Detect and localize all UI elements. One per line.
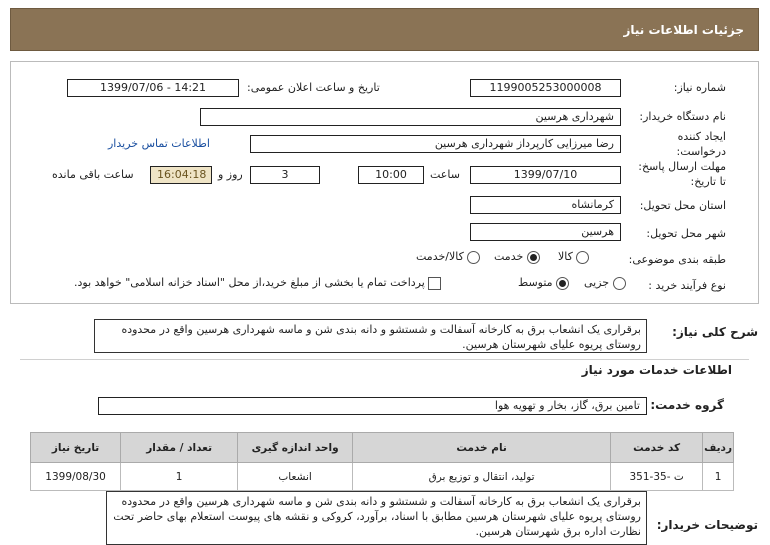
need-number-field: 1199005253000008 xyxy=(470,79,621,97)
buyer-org-field: شهرداری هرسین xyxy=(200,108,621,126)
creator-label: ایجاد کننده درخواست: xyxy=(676,130,726,158)
buyer-org-label: نام دستگاه خریدار: xyxy=(639,110,726,123)
announce-label: تاریخ و ساعت اعلان عمومی: xyxy=(247,81,380,94)
category-option-service[interactable] xyxy=(494,250,540,264)
cell-unit: انشعاب xyxy=(238,463,353,491)
treasury-option[interactable] xyxy=(74,276,441,290)
buyer-notes-label: توضیحات خریدار: xyxy=(656,518,758,532)
deadline-label: مهلت ارسال پاسخ: تا تاریخ: xyxy=(638,160,726,188)
category-option-both[interactable] xyxy=(416,250,480,264)
summary-text: برقراری یک انشعاب برق به کارخانه آسفالت و شستشو و دانه بندی شن و ماسه شهرداری هرسین واقع در محدوده روستای پریوه علیای شهرستان هرسین. xyxy=(94,319,647,353)
col-unit: واحد اندازه گیری xyxy=(238,433,353,463)
days-field: 3 xyxy=(250,166,320,184)
category-option-goods[interactable] xyxy=(558,250,589,264)
col-qty: تعداد / مقدار xyxy=(121,433,238,463)
buyer-notes-text: برقراری یک انشعاب برق به کارخانه آسفالت و شستشو و دانه بندی شن و ماسه شهرداری هرسین واقع در محدوده روستای پریوه علیای شهرستان هرسین مطابق با اسناد، برآورد، کروکی و نقشه های پیوست استعلام بهای حاضر تحت نظارت اداره برق شهرستان هرسین. xyxy=(106,491,647,545)
deadline-time-field: 10:00 xyxy=(358,166,424,184)
process-label: نوع فرآیند خرید : xyxy=(648,279,726,292)
cell-row: 1 xyxy=(703,463,734,491)
remaining-time-field: 16:04:18 xyxy=(150,166,212,184)
cell-date: 1399/08/30 xyxy=(31,463,121,491)
remaining-label: ساعت باقی مانده xyxy=(52,168,134,181)
city-label: شهر محل تحویل: xyxy=(646,227,726,240)
process-option-medium-label: متوسط xyxy=(518,276,553,289)
time-label: ساعت xyxy=(430,168,460,181)
col-date: تاریخ نیاز xyxy=(31,433,121,463)
summary-label: شرح کلی نیاز: xyxy=(672,325,758,339)
service-group-label: گروه خدمت: xyxy=(650,398,724,412)
process-option-minor-label: جزیی xyxy=(584,276,610,289)
province-label: استان محل تحویل: xyxy=(639,199,726,212)
table-row xyxy=(31,463,734,491)
creator-field: رضا میرزایی کارپرداز شهرداری هرسین xyxy=(250,135,621,153)
treasury-checkbox[interactable] xyxy=(428,277,441,290)
days-label: روز و xyxy=(218,168,243,181)
services-heading: اطلاعات خدمات مورد نیاز xyxy=(581,363,732,377)
city-field: هرسین xyxy=(470,223,621,241)
category-option-both-label: کالا/خدمت xyxy=(416,250,464,263)
process-option-minor[interactable] xyxy=(584,276,626,290)
col-row: ردیف xyxy=(703,433,734,463)
cell-code: ت -35-351 xyxy=(611,463,703,491)
contact-info-link[interactable]: اطلاعات تماس خریدار xyxy=(108,137,210,150)
page-title: جزئیات اطلاعات نیاز xyxy=(10,8,759,51)
treasury-note: پرداخت تمام یا بخشی از مبلغ خرید،از محل "اسناد خزانه اسلامی" خواهد بود. xyxy=(74,276,425,289)
cell-name: تولید، انتقال و توزیع برق xyxy=(353,463,611,491)
radio-both-icon[interactable] xyxy=(467,251,480,264)
cell-qty: 1 xyxy=(121,463,238,491)
radio-service-icon[interactable] xyxy=(527,251,540,264)
province-field: کرمانشاه xyxy=(470,196,621,214)
radio-goods-icon[interactable] xyxy=(576,251,589,264)
table-header-row xyxy=(31,433,734,463)
service-group-field: تامین برق، گاز، بخار و تهویه هوا xyxy=(98,397,647,415)
services-table xyxy=(30,432,734,491)
announce-field: 1399/07/06 - 14:21 xyxy=(67,79,239,97)
radio-medium-icon[interactable] xyxy=(556,277,569,290)
col-code: کد خدمت xyxy=(611,433,703,463)
category-option-goods-label: کالا xyxy=(558,250,573,263)
radio-minor-icon[interactable] xyxy=(613,277,626,290)
deadline-date-field: 1399/07/10 xyxy=(470,166,621,184)
need-number-label: شماره نیاز: xyxy=(673,81,726,94)
col-name: نام خدمت xyxy=(353,433,611,463)
process-option-medium[interactable] xyxy=(518,276,569,290)
category-label: طبقه بندی موضوعی: xyxy=(628,253,726,266)
category-option-service-label: خدمت xyxy=(494,250,524,263)
